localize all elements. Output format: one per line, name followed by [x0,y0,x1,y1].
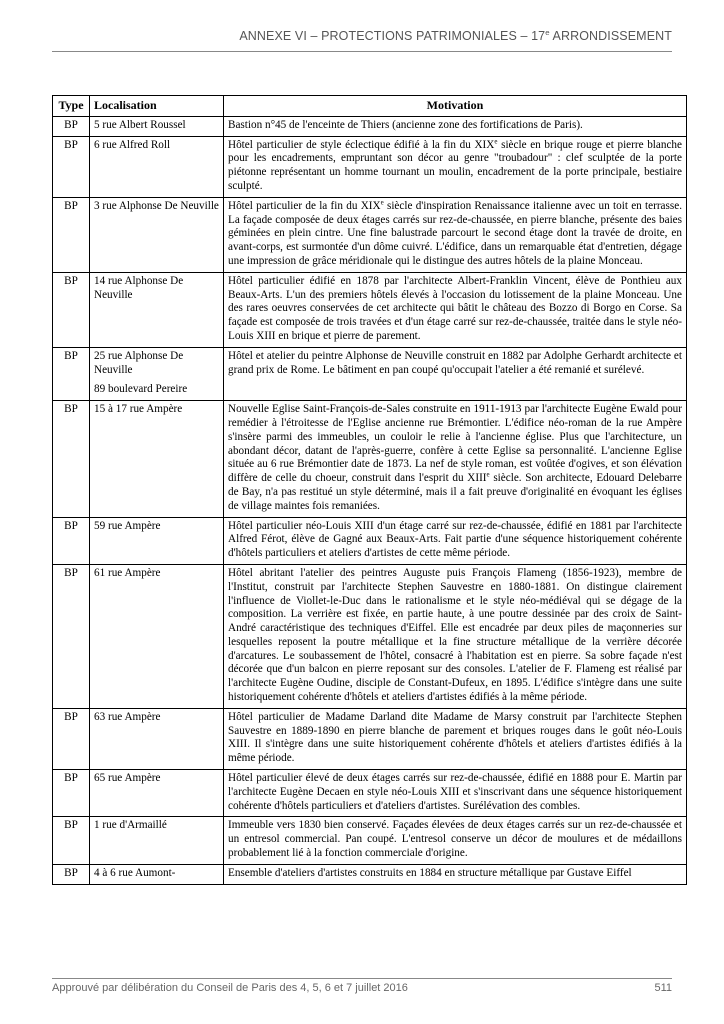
address-text: 1 rue d'Armaillé [94,819,167,832]
header-title: ANNEXE VI – PROTECTIONS PATRIMONIALES – 17e ARRONDISSEMENT [239,27,672,43]
motivation-cell: Nouvelle Eglise Saint-François-de-Sales construite en 1911-1913 par l'architecte Eugène Ewald pour remédier à l'étroitesse de l'Eglise ancienne rue Brémontier. L'édifice néo-roman de la rue Ampère s'insère parmi des immeubles, un couloir le relie à l'ancienne église. Plus que l'architecture, un abondant décor, datant de l'après-guerre, confère à cette Eglise sa personnalité. L'ancienne Eglise située au 6 rue Brémontier date de 1873. La nef de style roman, est voûtée d'ogives, et son élévation diffère de celle du choeur, construit dans l'esprit du XIIIe siècle. Son architecte, Edouard Delebarre de Bay, n'a pas restitué un style déterminé, mais il a fait preuve d'originalité en évoquant les églises de village maintes fois remaniées. [224,401,687,517]
type-cell: BP [53,272,90,347]
address-text: 25 rue Alphonse De Neuville [94,349,184,376]
address-text: 5 rue Albert Roussel [94,118,186,131]
localisation-cell [90,864,224,884]
page-header [52,27,672,52]
address-text: 15 à 17 rue Ampère [94,403,183,416]
type-cell: BP [53,864,90,884]
motivation-cell: Hôtel particulier édifié en 1878 par l'architecte Albert-Franklin Vincent, élève de Ponthieu aux Beaux-Arts. L'un des premiers hôtels élevés à l'occasion du lotissement de la plaine Monceau. Une des rares oeuvres conservées de cet architecte qui bâtit le château des Bozzo di Borgo en Corse. Sa façade est composée de trois travées et d'un étage carré sur rez-de-chaussée, traitée dans le style néo-Louis XIII en brique et pierre de parement. [224,272,687,347]
motivation-cell: Hôtel particulier néo-Louis XIII d'un étage carré sur rez-de-chaussée, édifié en 1881 par l'architecte Alfred Férot, élève de Gagné aux Beaux-Arts. Fait partie d'une séquence historiquement cohérente d'hôtels particuliers et ateliers d'artistes de cette même période. [224,517,687,564]
localisation-cell [90,136,224,197]
column-header-motivation: Motivation [224,96,687,117]
address-text: 14 rue Alphonse De Neuville [94,274,184,301]
motivation-cell: Hôtel et atelier du peintre Alphonse de Neuville construit en 1882 par Adolphe Gerhardt architecte et grand prix de Rome. Le bâtiment en pan coupé qu'occupait l'atelier a été remanié et surélevé. [224,347,687,400]
approval-note: Approuvé par délibération du Conseil de Paris des 4, 5, 6 et 7 juillet 2016 [52,982,408,994]
motivation-cell: Bastion n°45 de l'enceinte de Thiers (ancienne zone des fortifications de Paris). [224,116,687,136]
motivation-cell: Hôtel abritant l'atelier des peintres Auguste puis François Flameng (1856-1923), membre de l'Institut, construit par l'architecte Stephen Sauvestre en 1880-1881. On distingue clairement l'influence de Viollet-le-Duc dans le rationalisme et le style néo-médiéval qui se dégage de la composition. La verrière est fixée, en partie haute, à une poutre dessinée par des croix de Saint-André caractéristique des techniques d'Eiffel. Elle est encadrée par deux piles de maçonneries sur lesquelles reposent la poutre métallique et la fine structure métallique de la verrière décorée d'arcatures. Le soubassement de l'hôtel, consacré à l'habitation est en pierre. Sa sobre façade n'est décorée que d'un balcon en pierre reposant sur des consoles. L'atelier de F. Flameng est réalisé par l'architecte Eugène Oudine, disciple de Constant-Dufeux, en 1895. L'édifice s'intègre dans une suite historiquement cohérente d'hôtels et ateliers d'artistes édifiés à la même période. [224,564,687,708]
table-row [53,770,687,817]
localisation-cell [90,564,224,708]
secondary-address-text: 89 boulevard Pereire [94,383,188,396]
type-cell: BP [53,401,90,517]
address-text: 65 rue Ampère [94,772,161,785]
motivation-cell: Hôtel particulier de style éclectique édifié à la fin du XIXe siècle en brique rouge et pierre blanche pour les encadrements, empruntant son décor au genre "troubadour" : clef sculptée de la porte piétonne représentant un homme tournant un moulin, encadrement de la porte principale, bestiaire sculpté. [224,136,687,197]
page-number: 511 [654,982,672,994]
localisation-cell [90,116,224,136]
localisation-cell [90,347,224,400]
type-cell: BP [53,136,90,197]
table-header-row [53,96,687,117]
table-row [53,817,687,864]
address-text: 61 rue Ampère [94,566,161,579]
localisation-cell [90,401,224,517]
table-body [53,116,687,884]
type-cell: BP [53,564,90,708]
page-footer [52,978,672,999]
address-text: 59 rue Ampère [94,519,161,532]
motivation-cell: Hôtel particulier de la fin du XIXe siècle d'inspiration Renaissance italienne avec un toit en terrasse. La façade composée de deux étages carrés sur rez-de-chaussée, en pierre blanche, présente des baies géminées en plein cintre. Une fine balustrade parcourt le second étage dont la travée de droite, en avant-corps, est surmontée d'un dôme cuivré. L'édifice, dans un remarquable état d'entretien, dégage une impression de grâce méridionale qui le distingue des autres hôtels de la plaine Monceau. [224,197,687,272]
table-row [53,116,687,136]
type-cell: BP [53,116,90,136]
address-text: 4 à 6 rue Aumont- [94,866,176,879]
table-row [53,401,687,517]
motivation-cell: Immeuble vers 1830 bien conservé. Façades élevées de deux étages carrés sur un rez-de-chaussée et un entresol commercial. Pan coupé. L'entresol conserve un décor de moulures et de médaillons probablement lié à la fonction commerciale d'origine. [224,817,687,864]
motivation-cell: Ensemble d'ateliers d'artistes construits en 1884 en structure métallique par Gustave Eiffel [224,864,687,884]
type-cell: BP [53,817,90,864]
address-text: 3 rue Alphonse De Neuville [94,199,219,212]
table-row [53,197,687,272]
type-cell: BP [53,197,90,272]
address-text: 6 rue Alfred Roll [94,138,171,151]
protections-table [52,95,687,885]
address-text: 63 rue Ampère [94,710,161,723]
type-cell: BP [53,770,90,817]
localisation-cell [90,272,224,347]
motivation-cell: Hôtel particulier de Madame Darland dite Madame de Marsy construit par l'architecte Stephen Sauvestre en 1889-1890 en pierre blanche de parement et briques rouges dans le goût néo-Louis XIII. Il s'intègre dans une suite historiquement cohérente d'hôtels et ateliers d'artistes édifiés à la même période. [224,708,687,769]
localisation-cell [90,197,224,272]
table-row [53,564,687,708]
table-row [53,864,687,884]
table-row [53,347,687,400]
type-cell: BP [53,517,90,564]
localisation-cell [90,770,224,817]
table-row [53,517,687,564]
type-cell: BP [53,347,90,400]
type-cell: BP [53,708,90,769]
localisation-cell [90,517,224,564]
table-row [53,708,687,769]
localisation-cell [90,708,224,769]
localisation-cell [90,817,224,864]
motivation-cell: Hôtel particulier élevé de deux étages carrés sur rez-de-chaussée, édifié en 1888 pour E. Martin par l'architecte Eugène Decaen en style néo-Louis XIII et s'inscrivant dans une séquence historiquement cohérente d'hôtels particuliers et d'ateliers d'artistes. Surélévation des combles. [224,770,687,817]
column-header-type: Type [53,96,90,117]
column-header-localisation: Localisation [90,96,224,117]
table-row [53,272,687,347]
table-row [53,136,687,197]
